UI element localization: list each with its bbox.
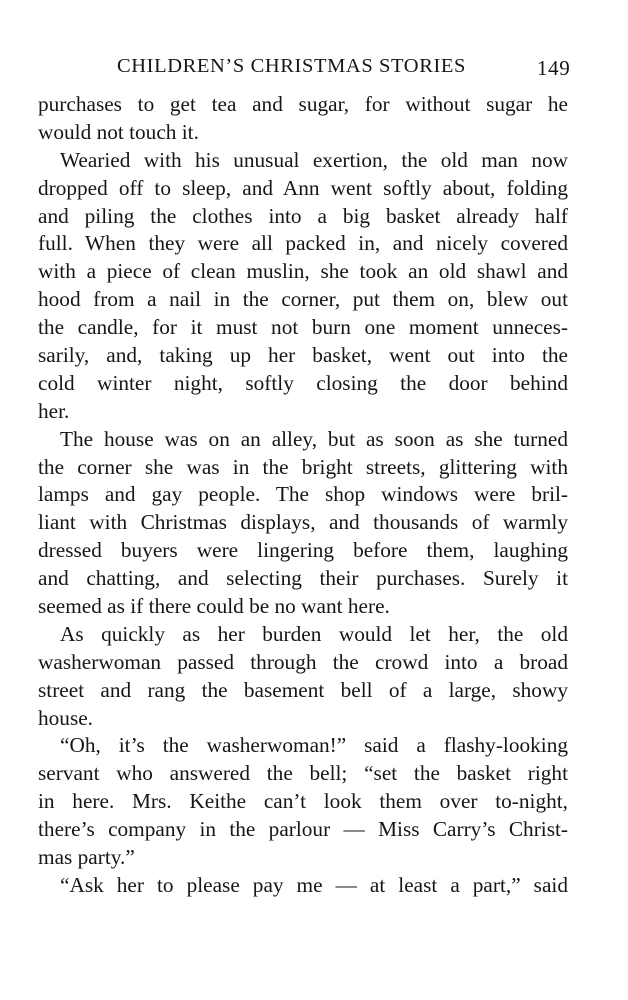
text-line: there’s company in the parlour — Miss Carry’s Christ- [38,817,568,842]
text-line: sarily, and, taking up her basket, went out into the [38,343,568,368]
page-number: 149 [537,56,571,80]
running-head [117,50,577,82]
body-text [38,91,568,900]
text-line: full. When they were all packed in, and nicely covered [38,231,568,256]
text-line: dressed buyers were lingering before them, laughing [38,538,568,563]
text-line: servant who answered the bell; “set the basket right [38,761,568,786]
text-line: purchases to get tea and sugar, for without sugar he [38,92,568,116]
text-line: with a piece of clean muslin, she took an old shawl and [38,259,568,284]
text-line: lamps and gay people. The shop windows were bril- [38,482,568,507]
text-line: street and rang the basement bell of a large, showy [38,677,568,702]
text-line: Wearied with his unusual exertion, the old man now [60,147,568,172]
text-line: the corner she was in the bright streets, glittering with [38,454,568,479]
text-line: would not touch it. [38,119,199,144]
text-line: washerwoman passed through the crowd into a broad [38,649,568,674]
text-line: liant with Christmas displays, and thousands of warmly [38,510,568,535]
text-line: and piling the clothes into a big basket already half [38,203,568,228]
running-title: CHILDREN’S CHRISTMAS STORIES [117,55,467,77]
text-line: and chatting, and selecting their purchases. Surely it [38,566,568,591]
text-line: “Ask her to please pay me — at least a part,” said [60,872,568,897]
text-line: in here. Mrs. Keithe can’t look them over to-night, [38,789,568,814]
text-line: cold winter night, softly closing the door behind [38,370,568,395]
text-line: the candle, for it must not burn one moment unneces- [38,315,568,340]
text-line: her. [38,398,70,423]
text-line: “Oh, it’s the washerwoman!” said a flashy-looking [60,733,568,758]
text-line: seemed as if there could be no want here. [38,594,390,619]
text-line: mas party.” [38,845,135,870]
text-line: hood from a nail in the corner, put them on, blew out [38,287,568,312]
text-line: dropped off to sleep, and Ann went softly about, folding [38,175,568,200]
text-line: The house was on an alley, but as soon as she turned [60,426,568,451]
text-line: As quickly as her burden would let her, the old [60,621,568,646]
text-line: house. [38,705,94,730]
